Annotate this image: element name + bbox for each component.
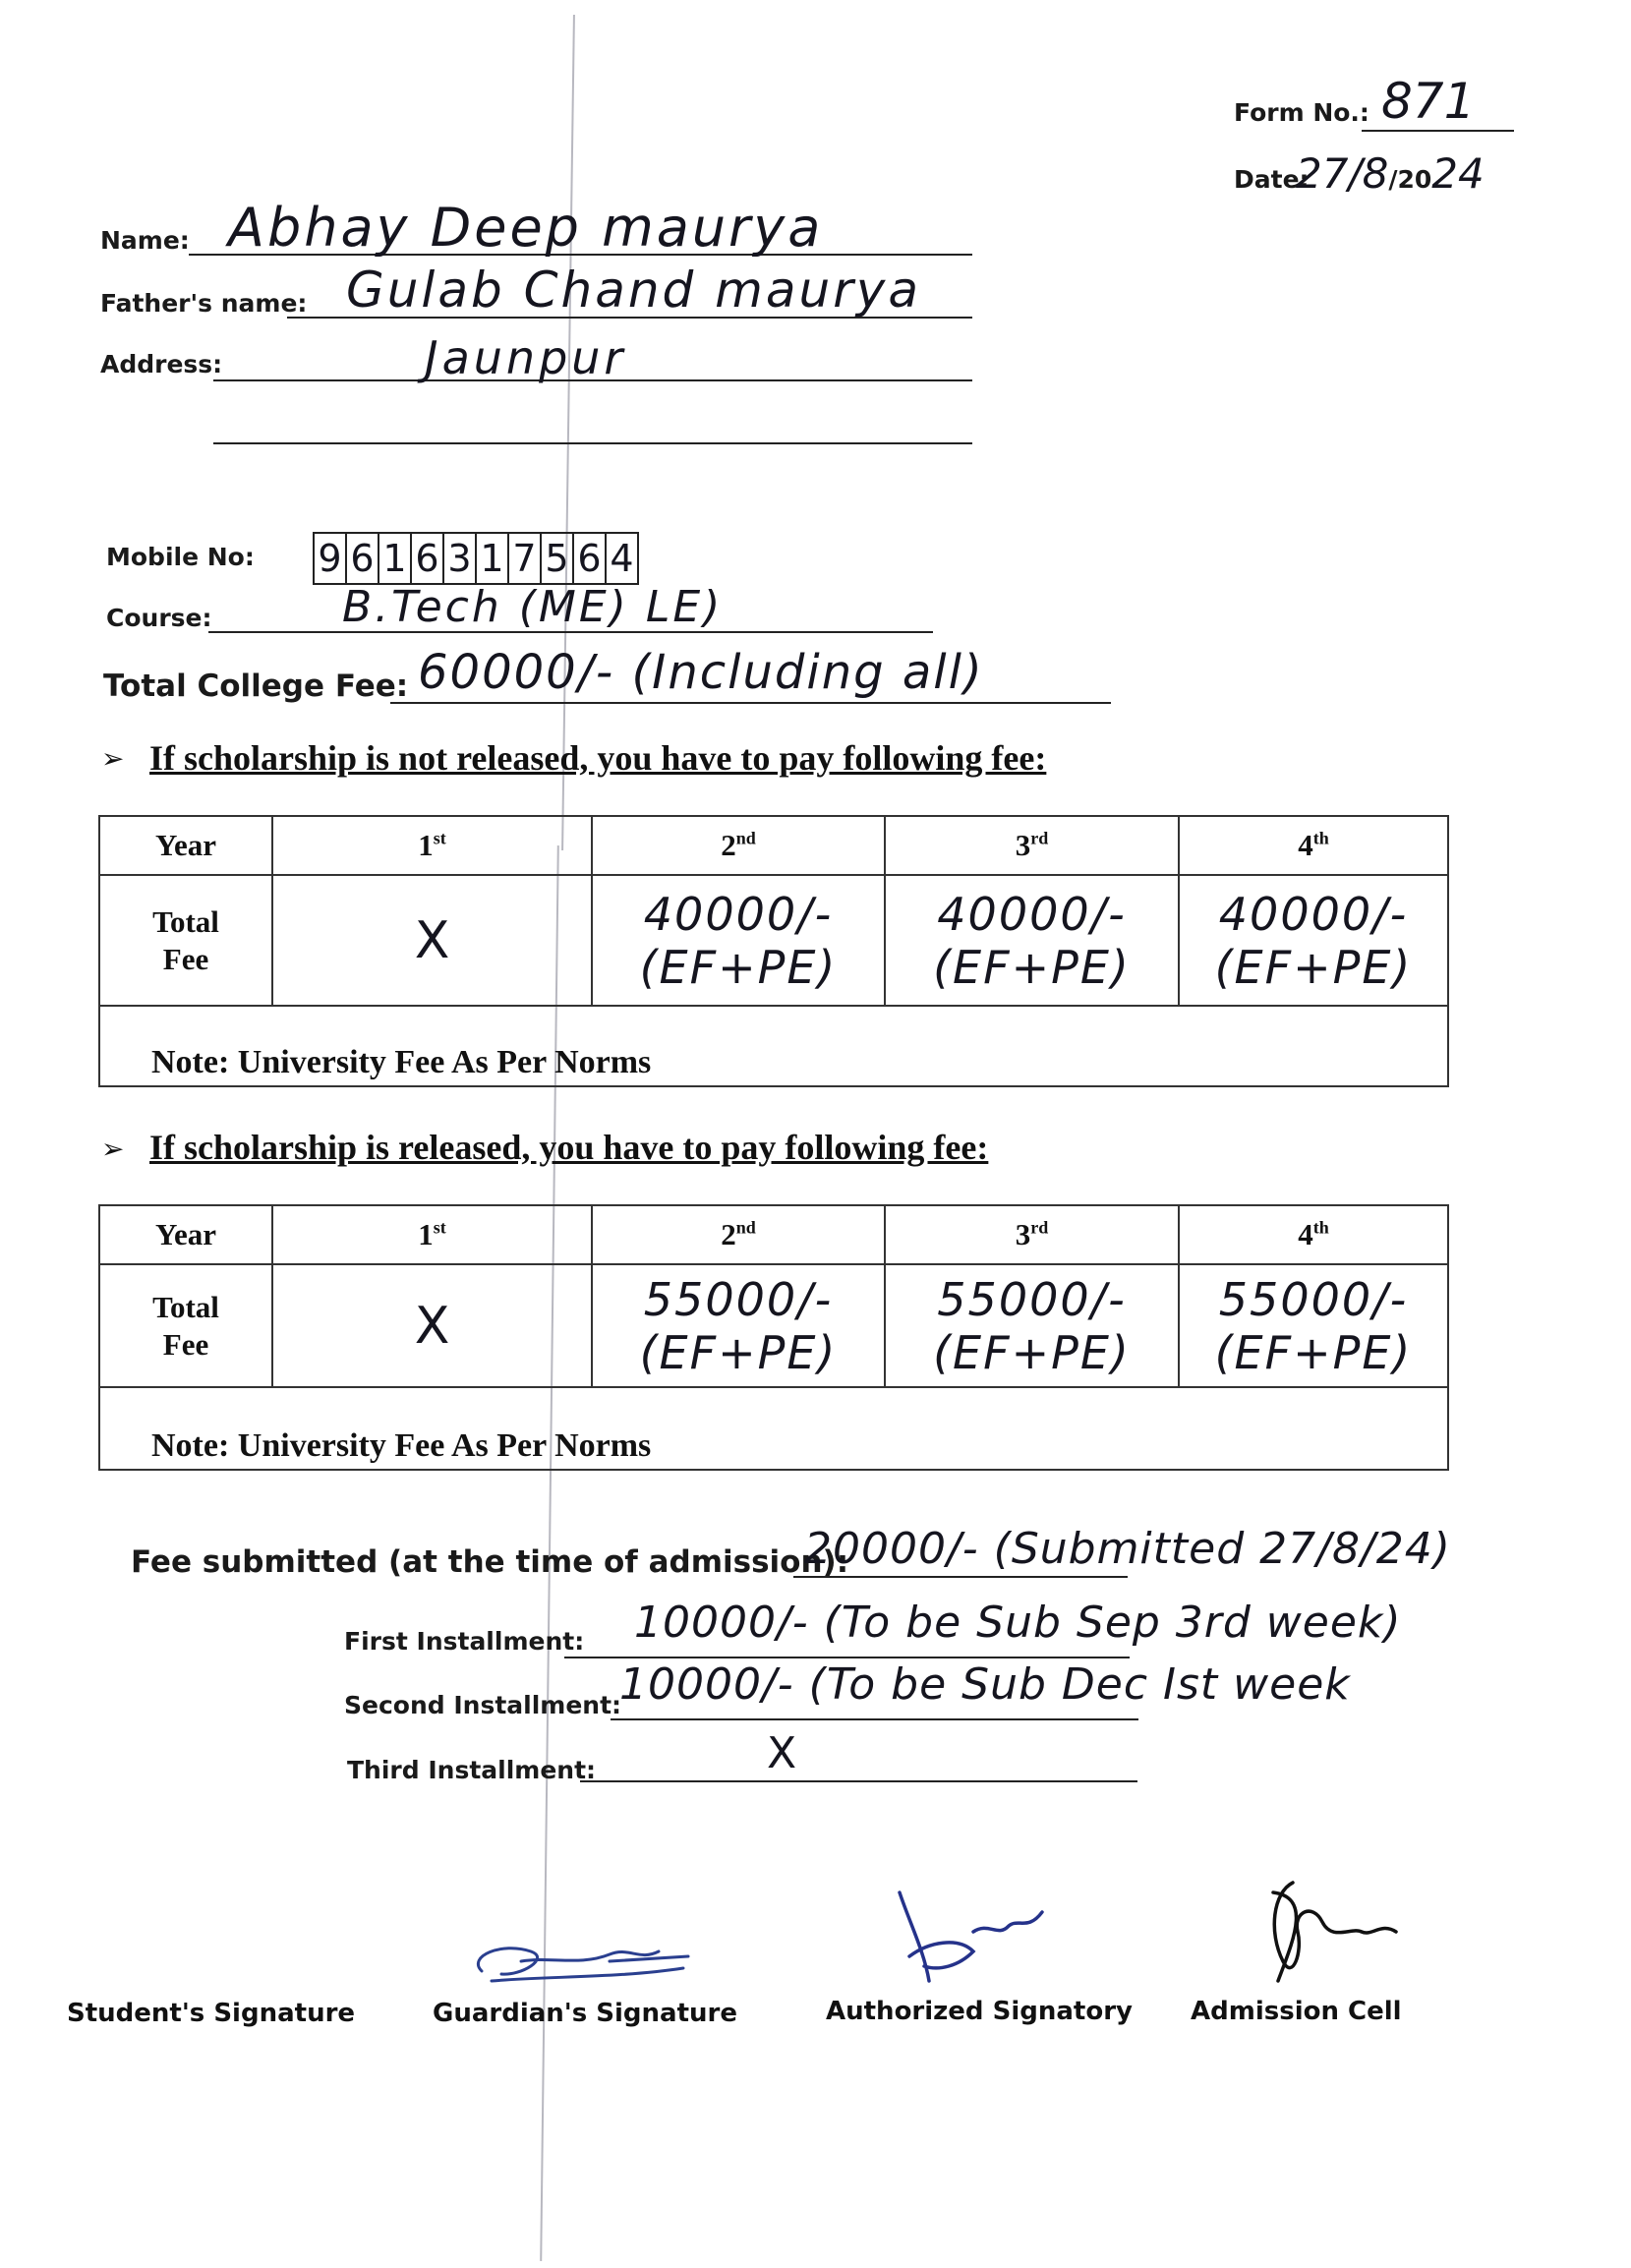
course-label: Course: [106, 604, 212, 632]
year-header: Year [99, 816, 272, 875]
fold-line-upper [561, 15, 575, 850]
form-no-value: 871 [1381, 73, 1476, 130]
guardian-signature-scribble [462, 1917, 698, 1996]
first-installment-label: First Installment: [344, 1627, 585, 1656]
mobile-digit: 4 [605, 534, 637, 583]
section-heading-released: If scholarship is released, you have to pay following fee: [149, 1128, 989, 1167]
date-month: 8 [1362, 149, 1389, 198]
mobile-digit: 5 [540, 534, 572, 583]
student-signature-label: Student's Signature [67, 1999, 356, 2028]
address-line-2 [213, 442, 972, 444]
year-3-fee: 55000/- (EF+PE) [885, 1264, 1179, 1387]
year-3-fee: 40000/- (EF+PE) [885, 875, 1179, 1006]
mobile-digit: 1 [378, 534, 410, 583]
university-fee-note: Note: University Fee As Per Norms [99, 1006, 1448, 1086]
arrow-bullet-icon: ➢ [101, 1133, 125, 1165]
name-value: Abhay Deep maurya [228, 197, 824, 259]
year-2-header: 2nd [592, 816, 885, 875]
second-installment-label: Second Installment: [344, 1691, 622, 1719]
year-4-fee: 55000/- (EF+PE) [1179, 1264, 1448, 1387]
date-year-suffix: 24 [1431, 149, 1485, 198]
arrow-bullet-icon: ➢ [101, 742, 125, 775]
total-college-fee-label: Total College Fee: [103, 669, 409, 704]
second-installment-line [611, 1718, 1138, 1720]
mobile-digit: 6 [345, 534, 378, 583]
mobile-digit: 6 [572, 534, 605, 583]
date-sep: / [1348, 149, 1363, 198]
year-2-fee: 55000/- (EF+PE) [592, 1264, 885, 1387]
father-name-label: Father's name: [100, 289, 308, 318]
third-installment-line [580, 1780, 1137, 1782]
year-3-header: 3rd [885, 1205, 1179, 1264]
mobile-digit: 7 [507, 534, 540, 583]
mobile-number-boxes [313, 532, 639, 585]
second-installment-value: 10000/- (To be Sub Dec Ist week [619, 1659, 1351, 1710]
mobile-digit: 1 [475, 534, 507, 583]
third-installment-label: Third Installment: [347, 1756, 597, 1784]
third-installment-value: X [767, 1728, 797, 1778]
form-no-label: Form No.: [1234, 98, 1369, 127]
fee-submitted-label: Fee submitted (at the time of admission): [131, 1544, 849, 1580]
year-4-header: 4th [1179, 816, 1448, 875]
fee-submitted-line [793, 1576, 1128, 1578]
university-fee-note: Note: University Fee As Per Norms [99, 1387, 1448, 1470]
mobile-digit: 9 [318, 537, 342, 580]
total-college-fee-value: 60000/- (Including all) [418, 645, 984, 700]
authorized-signatory-label: Authorized Signatory [826, 1997, 1133, 2026]
name-label: Name: [100, 226, 190, 255]
year-3-header: 3rd [885, 816, 1179, 875]
year-4-fee: 40000/- (EF+PE) [1179, 875, 1448, 1006]
year-1-fee-mark: X [272, 1264, 592, 1387]
course-value: B.Tech (ME) LE) [342, 582, 724, 632]
first-installment-line [564, 1657, 1130, 1658]
address-value: Jaunpur [425, 331, 627, 384]
total-college-fee-line [390, 702, 1111, 704]
year-1-header: 1st [272, 1205, 592, 1264]
year-1-header: 1st [272, 816, 592, 875]
fee-table-released [98, 1204, 1449, 1471]
date-label: Date: [1234, 165, 1310, 194]
address-label: Address: [100, 350, 223, 378]
section-heading-not-released: If scholarship is not released, you have to pay following fee: [149, 738, 1047, 778]
fee-table-not-released [98, 815, 1449, 1087]
authorized-signatory-scribble [880, 1883, 1077, 1991]
year-2-header: 2nd [592, 1205, 885, 1264]
fee-submitted-value: 20000/- (Submitted 27/8/24) [804, 1524, 1451, 1574]
mobile-digit: 6 [410, 534, 442, 583]
year-4-header: 4th [1179, 1205, 1448, 1264]
year-header: Year [99, 1205, 272, 1264]
total-fee-row-label: Total Fee [99, 875, 272, 1006]
date-value [1296, 149, 1485, 198]
mobile-label: Mobile No: [106, 543, 255, 571]
guardian-signature-label: Guardian's Signature [433, 1999, 737, 2028]
first-installment-value: 10000/- (To be Sub Sep 3rd week) [634, 1598, 1402, 1648]
date-year-prefix: /20 [1388, 165, 1432, 194]
mobile-digit: 3 [442, 534, 475, 583]
form-no-line [1362, 130, 1514, 132]
father-name-value: Gulab Chand maurya [346, 262, 921, 319]
year-2-fee: 40000/- (EF+PE) [592, 875, 885, 1006]
admission-cell-scribble [1253, 1873, 1421, 1991]
date-day: 27 [1296, 149, 1349, 198]
admission-cell-label: Admission Cell [1191, 1997, 1402, 2026]
total-fee-row-label: Total Fee [99, 1264, 272, 1387]
year-1-fee-mark: X [272, 875, 592, 1006]
